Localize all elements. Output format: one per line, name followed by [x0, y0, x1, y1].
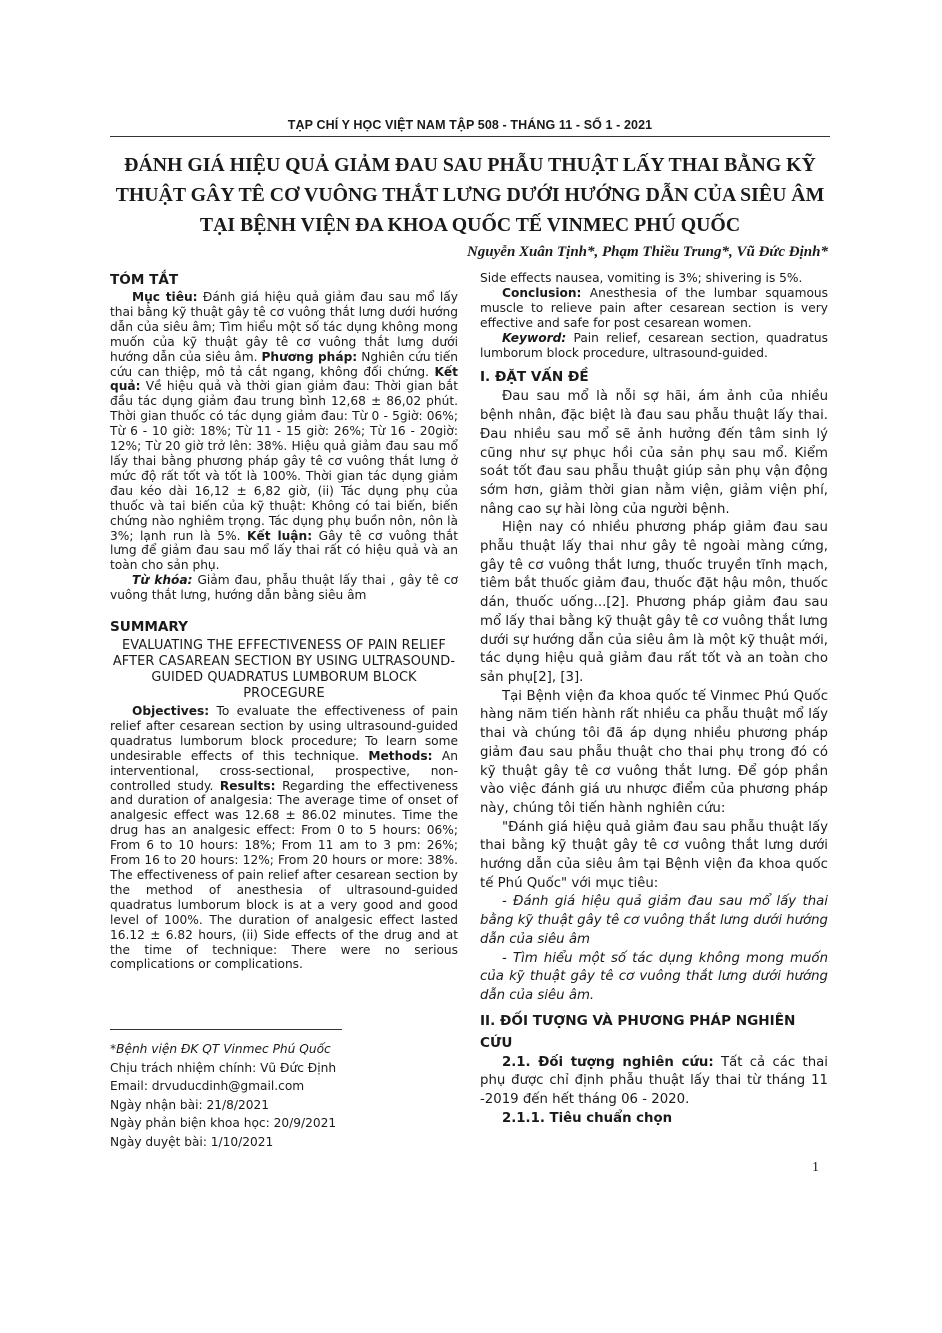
conclusion-en-label: Conclusion:	[502, 285, 582, 300]
summary-conclusion	[480, 286, 828, 331]
methods-criteria: 2.1.1. Tiêu chuẩn chọn	[502, 1110, 673, 1126]
abstract-vi-heading: TÓM TẮT	[110, 272, 179, 288]
header-rule	[110, 136, 830, 137]
methods-subject-text: Tất cả các thai phụ được chỉ định phẫu thuật lấy thai từ tháng 11 -2019 đến hết tháng 06 - 2020.	[480, 1054, 829, 1108]
methods-body	[480, 1054, 828, 1129]
methods-text: An interventional, cross-sectional, prospective, non-controlled study.	[110, 748, 458, 793]
intro-goal-2: - Tìm hiểu một số tác dụng không mong muốn của kỹ thuật gây tê cơ vuông thắt lưng dưới hướng dẫn của siêu âm.	[480, 950, 828, 1003]
journal-header: TẠP CHÍ Y HỌC VIỆT NAM TẬP 508 - THÁNG 11 - SỐ 1 - 2021	[287, 118, 653, 132]
intro-paragraph-4: "Đánh giá hiệu quả giảm đau sau phẫu thuật lấy thai bằng kỹ thuật gây tê cơ vuông thắt lưng dưới hướng dẫn của siêu âm tại Bệnh viện đa khoa quốc tế Phú Quốc" với mục tiêu:	[480, 819, 828, 891]
article-authors: Nguyễn Xuân Tịnh*, Phạm Thiều Trung*, Vũ Đức Định*	[466, 244, 828, 260]
summary-title: EVALUATING THE EFFECTIVENESS OF PAIN RELIEF AFTER CASAREAN SECTION BY USING ULTRASOUND-GUIDED QUADRATUS LUMBORUM BLOCK PROCEGURE	[112, 638, 456, 702]
objectives-text: To evaluate the effectiveness of pain relief after cesarean section by using ultrasound-guided quadratus lumborum block procedure; To learn some undesirable effects of this technique.	[110, 704, 458, 763]
footnote-responsible: Chịu trách nhiệm chính: Vũ Đức Định	[110, 1060, 337, 1075]
method-text: Nghiên cứu tiến cứu can thiệp, mô tả cắt ngang, không đối chứng.	[110, 349, 458, 379]
right-column	[480, 271, 828, 1128]
footnote-email: Email: drvuducdinh@gmail.com	[110, 1079, 305, 1094]
left-column	[110, 270, 458, 972]
objectives-label: Objectives:	[132, 704, 210, 719]
method-label: Phương pháp:	[261, 349, 358, 364]
footnote-received: Ngày nhận bài: 21/8/2021	[110, 1097, 269, 1112]
summary-side-effects: Side effects nausea, vomiting is 3%; shivering is 5%.	[480, 271, 803, 285]
keywords-label: Từ khóa:	[132, 573, 193, 588]
conclusion-en-text: Anesthesia of the lumbar squamous muscle to relieve pain after cesarean section is very effective and safe for post cesarean women.	[480, 285, 828, 330]
footnotes	[110, 1040, 458, 1152]
footnote-affiliation: *Bệnh viện ĐK QT Vinmec Phú Quốc	[110, 1042, 331, 1056]
abstract-vi-keywords	[110, 573, 458, 603]
methods-subject	[480, 1054, 828, 1110]
methods-subject-label: 2.1. Đối tượng nghiên cứu:	[502, 1054, 714, 1070]
footnote-rule	[110, 1029, 342, 1030]
intro-paragraph-1: Đau sau mổ là nỗi sợ hãi, ám ảnh của nhiều bệnh nhân, đặc biệt là đau sau phẫu thuật lấy thai. Đau nhiều sau mổ sẽ ảnh hưởng đến tâm sinh lý cũng như sự phục hồi của sản phụ sau mổ. Kiểm soát tốt đau sau phẫu thuật giúp sản phụ vận động sớm hơn, giảm thời gian nằm viện, giảm viện phí, nâng cao sự hài lòng của người bệnh.	[480, 389, 828, 517]
intro-paragraph-3: Tại Bệnh viện đa khoa quốc tế Vinmec Phú Quốc hàng năm tiến hành rất nhiều ca phẫu thuật mổ lấy thai và chúng tôi đã áp dụng nhiều phương pháp giảm đau sau phẫu thuật cho thai phụ trong đó có kỹ thuật gây tê cơ vuông thắt lưng. Để góp phần vào việc đánh giá ưu nhược điểm của phương pháp này, chúng tôi tiến hành nghiên cứu:	[480, 688, 828, 816]
intro-goal-1: - Đánh giá hiệu quả giảm đau sau mổ lấy thai bằng kỹ thuật gây tê cơ vuông thắt lưng dưới hướng dẫn của siêu âm	[480, 894, 828, 947]
article-title: ĐÁNH GIÁ HIỆU QUẢ GIẢM ĐAU SAU PHẪU THUẬT LẤY THAI BẰNG KỸ THUẬT GÂY TÊ CƠ VUÔNG THẮT LƯNG DƯỚI HƯỚNG DẪN CỦA SIÊU ÂM TẠI BỆNH VIỆN ĐA KHOA QUỐC TẾ VINMEC PHÚ QUỐC	[115, 154, 825, 236]
objective-label: Mục tiêu:	[132, 290, 198, 304]
methods-label: Methods:	[368, 748, 433, 763]
summary-keyword	[480, 331, 828, 361]
results-en-text: Regarding the effectiveness and duration of analgesia: The average time of onset of analgesic effect was 12.68 ± 86.02 minutes. Time the drug has an analgesic effect: From 0 to 5 hours: 06%; From 6 to 10 hours: 18%; From 11 am to 3 pm: 26%; From 16 to 20 hours: 12%; From 20 hours or more: 38%. The effectiveness of pain relief after cesarean section by the method of anesthesia of ultrasound-guided quadratus lumborum block is at a very good and good level of 100%. The duration of analgesic effect lasted 16.12 ± 6.82 hours, (ii) Side effects of the drug and at the time of technique: There were no serious complications or complications.	[110, 778, 458, 972]
objective-text: Đánh giá hiệu quả giảm đau sau mổ lấy thai bằng kỹ thuật gây tê cơ vuông thắt lưng dưới hướng dẫn của siêu âm; Tìm hiểu một số tác dụng không mong muốn của kỹ thuật gây tê cơ vuông thắt lưng dưới hướng dẫn của siêu âm.	[110, 290, 458, 364]
footnote-approved: Ngày duyệt bài: 1/10/2021	[110, 1134, 274, 1149]
abstract-vi-objective	[110, 290, 458, 573]
intro-paragraph-2: Hiện nay có nhiều phương pháp giảm đau sau phẫu thuật lấy thai như gây tê ngoài màng cứng, gây tê cơ vuông thắt lưng, thuốc truyền tĩnh mạch, tiêm bắt thuốc giảm đau, thuốc đặt hậu môn, thuốc dán, thuốc uống...[2]. Phương pháp giảm đau sau mổ lấy thai bằng kỹ thuật gây tê cơ vuông thắt lưng dưới sự hướng dẫn của siêu âm là một kỹ thuật mới, tác dụng hiệu quả giảm đau rất tốt và an toàn cho sản phụ[2], [3].	[480, 520, 828, 685]
intro-body	[480, 388, 828, 1005]
footnote-reviewed: Ngày phản biện khoa học: 20/9/2021	[110, 1116, 337, 1131]
methods-heading: II. ĐỐI TƯỢNG VÀ PHƯƠNG PHÁP NGHIÊN CỨU	[480, 1012, 796, 1051]
keyword-en-label: Keyword:	[502, 330, 567, 345]
intro-heading: I. ĐẶT VẤN ĐỀ	[480, 369, 589, 386]
summary-body	[110, 704, 458, 972]
keyword-en-text: Pain relief, cesarean section, quadratus lumborum block procedure, ultrasound-guided.	[480, 330, 828, 360]
results-en-label: Results:	[219, 778, 276, 793]
page-number: 1	[812, 1160, 819, 1175]
summary-heading: SUMMARY	[110, 619, 188, 636]
results-label: Kết quả:	[110, 364, 459, 394]
results-text: Về hiệu quả và thời gian giảm đau: Thời gian bắt đầu tác dụng giảm đau trung bình 12,68 ± 86,02 phút. Thời gian thuốc có tác dụng giảm đau: Từ 0 - 5giờ: 06%; Từ 6 - 10 giờ: 18%; Từ 11 - 15 giờ: 26%; Từ 16 - 20giờ: 12%; Từ 20 giờ trở lên: 38%. Hiệu quả giảm đau sau mổ lấy thai bằng phương pháp gây tê cơ vuông thắt lưng ở mức độ rất tốt và tốt là 100%. Thời gian tác dụng giảm đau kéo dài 16,12 ± 6,82 giờ, (ii) Tác dụng phụ của thuốc và tai biến của kỹ thuật: Không có tai biến, biến chứng nào nghiêm trọng. Tác dụng phụ buồn nôn, nôn là 3%; lạnh run là 5%.	[110, 379, 458, 543]
conclusion-label: Kết luận:	[247, 528, 313, 543]
keywords-text: Giảm đau, phẫu thuật lấy thai , gây tê cơ vuông thắt lưng, hướng dẫn bằng siêu âm	[110, 573, 458, 603]
conclusion-text: Gây tê cơ vuông thắt lưng để giảm đau sau mổ lấy thai rất có hiệu quả và an toàn cho sản phụ.	[110, 528, 458, 573]
